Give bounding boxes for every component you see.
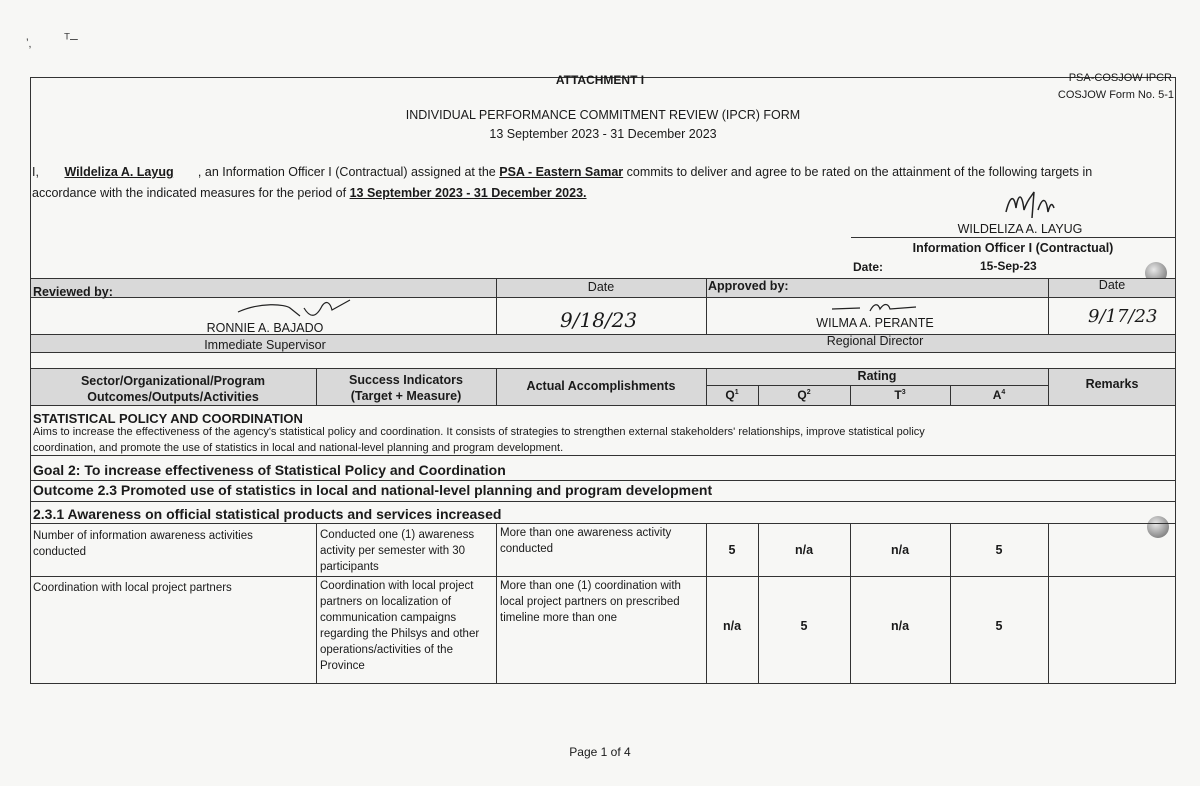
approver-signature: [826, 299, 926, 317]
commitment-line1: [32, 165, 1092, 179]
section-description-1: Aims to increase the effectiveness of the agency's statistical policy and coordination. It consists of strategies to strengthen external stakeholders' relationships, improve statistical policy: [33, 426, 925, 438]
ratee-date: 15-Sep-23: [980, 259, 1037, 273]
ratee-name-inline: Wildeliza A. Layug: [64, 165, 174, 179]
row2-accomplishment-line2: local project partners on prescribed: [500, 596, 680, 608]
row2-q-rating: n/a: [722, 619, 742, 633]
goal-title: Goal 2: To increase effectiveness of Statistical Policy and Coordination: [33, 462, 506, 478]
form-title: INDIVIDUAL PERFORMANCE COMMITMENT REVIEW (IPCR) FORM: [405, 108, 801, 122]
office-name: PSA - Eastern Samar: [499, 165, 624, 179]
review-date-value: 9/18/23: [560, 308, 638, 332]
reviewer-name: RONNIE A. BAJADO: [206, 321, 324, 335]
row2-indicator-line1: Coordination with local project: [320, 580, 474, 592]
row2-a-rating: 5: [995, 619, 1003, 633]
form-period: 13 September 2023 - 31 December 2023: [489, 127, 717, 141]
row1-t-rating: n/a: [890, 543, 910, 557]
col-q2-header: [758, 388, 850, 402]
col-activities-header-line1: Sector/Organizational/Program: [80, 374, 266, 388]
form-code: PSA-COSJOW IPCR: [1068, 72, 1172, 84]
approved-by-label: Approved by:: [708, 279, 789, 293]
row1-e-rating: n/a: [794, 543, 814, 557]
q1-sup: 1: [734, 389, 739, 396]
row1-indicator-line3: participants: [320, 561, 379, 573]
row1-q-rating: 5: [728, 543, 736, 557]
approve-date-value: 9/17/23: [1088, 306, 1158, 327]
row2-indicator-line6: Province: [320, 660, 365, 672]
reviewed-by-label: Reviewed by:: [33, 285, 113, 299]
ratee-signature: [1002, 188, 1062, 222]
col-rating-header: Rating: [857, 369, 897, 383]
table-row: [33, 580, 313, 596]
form-number: COSJOW Form No. 5-1: [1057, 89, 1174, 101]
row1-indicator: [320, 527, 495, 575]
page-number: Page 1 of 4: [569, 745, 631, 759]
row2-indicator-line5: operations/activities of the: [320, 644, 453, 656]
col-activities-header-line2: Outcomes/Outputs/Activities: [87, 390, 259, 404]
row2-indicator-line4: regarding the Philsys and other: [320, 628, 480, 640]
row2-accomplishment-line3: timeline more than one: [500, 612, 617, 624]
row2-accomplishment-line1: More than one (1) coordination with: [500, 580, 681, 592]
col-indicators-header-line1: Success Indicators: [349, 373, 463, 387]
col-indicators-header-line2: (Target + Measure): [350, 389, 462, 403]
punch-hole: [1147, 516, 1169, 538]
approver-name: WILMA A. PERANTE: [816, 316, 934, 330]
commitment-period: 13 September 2023 - 31 December 2023.: [349, 186, 587, 200]
review-date-label: Date: [587, 280, 615, 294]
attachment-label: ATTACHMENT I: [555, 73, 645, 87]
row2-activity-line1: Coordination with local project partners: [33, 582, 232, 594]
col-accomplishments-header: Actual Accomplishments: [526, 379, 676, 393]
q1-letter: Q: [725, 388, 735, 402]
a-letter: A: [992, 388, 1002, 402]
q2-letter: Q: [797, 388, 807, 402]
table-row: [33, 528, 313, 560]
row1-accomplishment-line2: conducted: [500, 543, 554, 555]
row1-activity-line2: conducted: [33, 546, 87, 558]
scan-mark: ᵀ–: [64, 30, 78, 46]
commitment-middle: , an Information Officer I (Contractual) assigned at the: [197, 165, 496, 179]
col-indicators-header: [316, 372, 496, 404]
commitment-prefix: I,: [32, 165, 39, 179]
scan-mark: ’‚: [26, 36, 32, 50]
row1-activity-line1: Number of information awareness activities: [33, 530, 253, 542]
section-title: STATISTICAL POLICY AND COORDINATION: [33, 411, 303, 426]
approve-date: [1088, 306, 1157, 327]
row2-e-rating: 5: [800, 619, 808, 633]
row1-accomplishment-line1: More than one awareness activity: [500, 527, 672, 539]
output-title: 2.3.1 Awareness on official statistical products and services increased: [33, 506, 502, 522]
ratee-position: Information Officer I (Contractual): [912, 241, 1114, 255]
col-activities-header: [30, 373, 316, 405]
q2-sup: 2: [806, 389, 811, 396]
col-t-header: [850, 388, 950, 402]
reviewer-position: Immediate Supervisor: [204, 338, 326, 352]
row1-indicator-line2: activity per semester with 30: [320, 545, 466, 557]
row2-accomplishment: [500, 578, 705, 626]
approve-date-label: Date: [1098, 278, 1126, 292]
row1-indicator-line1: Conducted one (1) awareness: [320, 529, 475, 541]
ratee-date-label: Date:: [853, 260, 884, 274]
row2-indicator-line3: communication campaigns: [320, 612, 457, 624]
col-remarks-header: Remarks: [1085, 377, 1139, 391]
row1-a-rating: 5: [995, 543, 1003, 557]
row2-indicator: [320, 578, 495, 674]
row2-t-rating: n/a: [890, 619, 910, 633]
row2-indicator-line2: partners on localization of: [320, 596, 452, 608]
row1-accomplishment: [500, 525, 705, 557]
outcome-title: Outcome 2.3 Promoted use of statistics in local and national-level planning and program development: [33, 482, 713, 498]
ratee-name: WILDELIZA A. LAYUG: [957, 222, 1083, 236]
review-date: [560, 308, 637, 332]
section-description-2: coordination, and promote the use of statistics in local and national-level planning and program development.: [33, 442, 564, 454]
approver-position: Regional Director: [826, 334, 924, 348]
commitment-line2-text: accordance with the indicated measures for the period of: [32, 186, 347, 200]
col-q1-header: [706, 388, 758, 402]
a-sup: 4: [1001, 389, 1006, 396]
col-a-header: [950, 388, 1048, 402]
t-sup: 3: [901, 389, 906, 396]
t-letter: T: [894, 388, 902, 402]
commitment-line2: [32, 186, 587, 200]
commitment-suffix: commits to deliver and agree to be rated on the attainment of the following targets in: [626, 165, 1093, 179]
